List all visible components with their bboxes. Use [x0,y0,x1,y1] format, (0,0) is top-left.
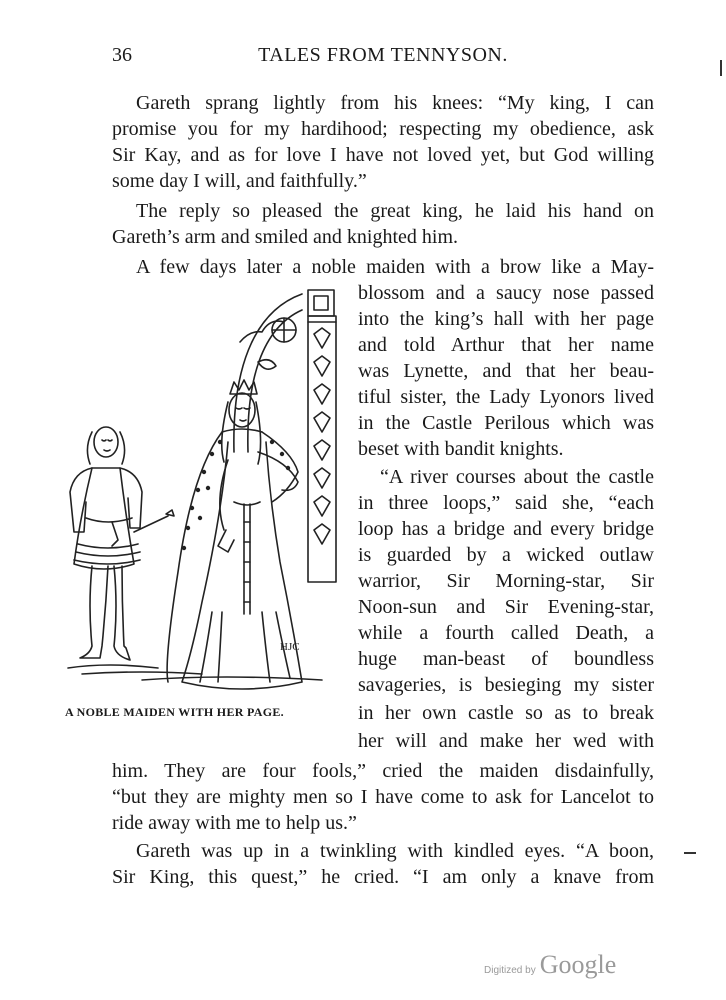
maiden-and-page-illustration [62,282,362,702]
text-line: in three loops,” said she, “each [358,492,654,514]
text-line: in the Castle Perilous which was [358,412,654,434]
text-line: huge man-beast of boundless [358,648,654,670]
text-line: while a fourth called Death, a [358,622,654,644]
text-line: into the king’s hall with her page [358,308,654,330]
text-line: A few days later a noble maiden with a brow like a May- [136,256,654,278]
page-number: 36 [112,44,132,66]
text-line: Noon-sun and Sir Evening-star, [358,596,654,618]
text-line: tiful sister, the Lady Lyonors lived [358,386,654,408]
text-line: savageries, is besieging my sister [358,674,654,696]
text-line: Gareth’s arm and smiled and knighted him. [112,226,459,248]
artist-signature: HJC [280,641,300,653]
text-line: warrior, Sir Morning-star, Sir [358,570,654,592]
text-line: loop has a bridge and every bridge [358,518,654,540]
text-line: beset with bandit knights. [358,438,564,460]
text-line: was Lynette, and that her beau- [358,360,654,382]
text-line: “but they are mighty men so I have come to ask for Lancelot to [112,786,654,808]
text-line: The reply so pleased the great king, he laid his hand on [136,200,654,222]
scan-mark [720,60,722,76]
text-line: Gareth was up in a twinkling with kindled eyes. “A boon, [136,840,654,862]
text-line: is guarded by a wicked outlaw [358,544,654,566]
scan-mark [684,852,696,854]
text-line: promise you for my hardihood; respecting my obedience, ask [112,118,654,140]
digitized-watermark [484,950,616,980]
text-line: Sir King, this quest,” he cried. “I am only a knave from [112,866,654,888]
running-title: TALES FROM TENNYSON. [258,44,508,66]
text-line: some day I will, and faithfully.” [112,170,367,192]
page-header [112,44,654,74]
text-line: blossom and a saucy nose passed [358,282,654,304]
text-line: “A river courses about the castle [380,466,654,488]
watermark-brand: Google [539,950,617,979]
text-line: him. They are four fools,” cried the maiden disdainfully, [112,760,654,782]
text-line: her will and make her wed with [358,730,654,752]
text-line: Sir Kay, and as for love I have not loved yet, but God willing [112,144,654,166]
watermark-prefix: Digitized by [484,965,536,976]
text-line: ride away with me to help us.” [112,812,357,834]
figure-caption: A NOBLE MAIDEN WITH HER PAGE. [65,705,284,719]
text-line: Gareth sprang lightly from his knees: “My king, I can [136,92,654,114]
text-line: and told Arthur that her name [358,334,654,356]
text-line: in her own castle so as to break [358,702,654,724]
